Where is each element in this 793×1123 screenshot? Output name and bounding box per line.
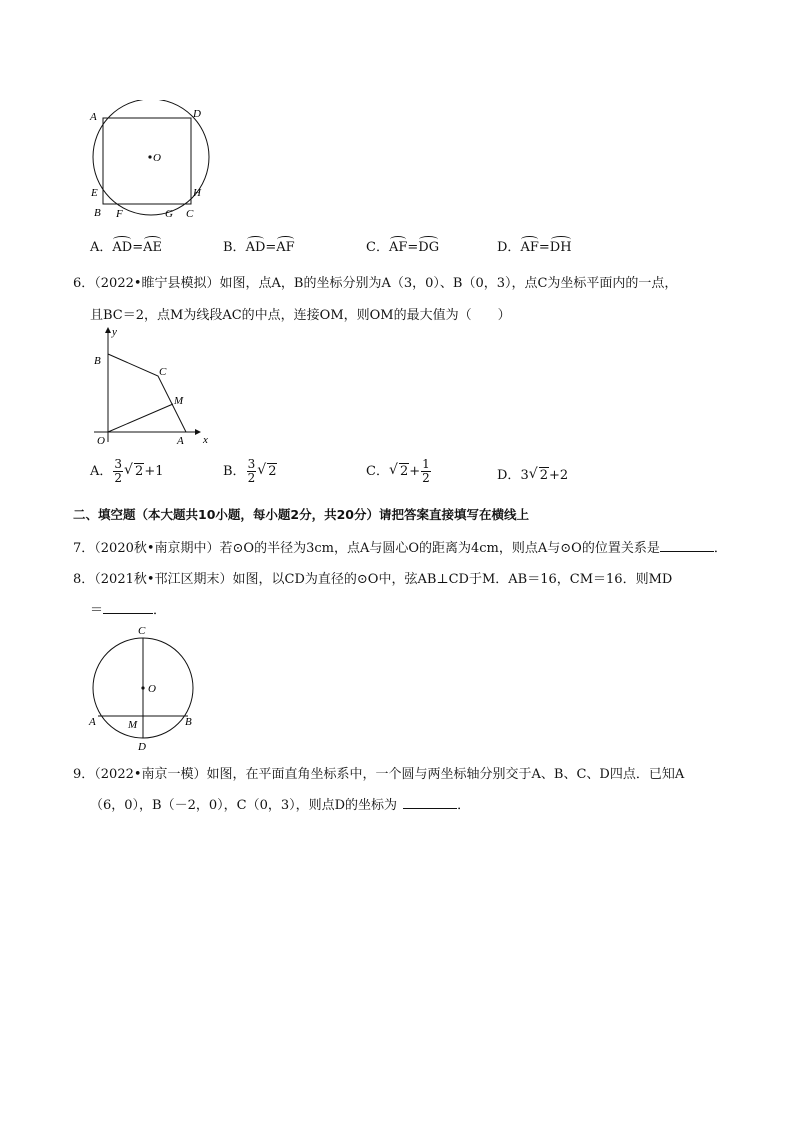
q5-label-H: H <box>193 187 201 199</box>
arc-lhs: AF <box>388 240 408 255</box>
radicand: 2 <box>268 464 277 479</box>
option-label: A． <box>90 240 113 255</box>
q5-label-B: B <box>94 207 101 219</box>
denominator: 2 <box>422 471 430 485</box>
q9-end: ． <box>457 798 471 813</box>
q5-label-A: A <box>90 111 97 123</box>
radicand: 2 <box>135 464 144 479</box>
q8-label-A: A <box>89 716 96 728</box>
q8-label-D: D <box>138 741 146 752</box>
arc-lhs: AD <box>112 240 133 255</box>
q6-line1: 6．（2022•睢宁县模拟）如图，点A，B的坐标分别为A（3，0）、B（0，3），点C为坐标平面内的一点， <box>73 276 678 291</box>
radical <box>390 464 409 479</box>
denominator: 2 <box>247 471 256 485</box>
arc-rhs: AE <box>143 240 162 255</box>
q5-square <box>103 118 191 204</box>
q8-label-M: M <box>128 719 138 731</box>
arc-rhs: DG <box>418 240 440 255</box>
q6-option-b <box>223 458 277 485</box>
q6-label-M: M <box>174 395 184 407</box>
coefficient: 3 <box>520 468 529 483</box>
arc-lhs: AD <box>245 240 266 255</box>
q6-segment-OM <box>108 404 173 432</box>
q5-label-D: D <box>193 108 201 120</box>
q5-option-d <box>497 236 572 255</box>
plus-sign: + <box>409 464 421 479</box>
radical <box>125 464 144 479</box>
q8-answer-blank[interactable] <box>103 613 153 614</box>
q5-label-G: G <box>165 208 173 220</box>
option-tail: +2 <box>549 468 569 483</box>
q6-label-O: O <box>97 435 105 447</box>
equals-sign: = <box>538 240 550 255</box>
section-heading: 二、填空题（本大题共10小题，每小题2分，共20分）请把答案直接填写在横线上 <box>73 507 529 522</box>
q5-option-a <box>90 236 162 255</box>
q6-label-y: y <box>112 326 117 338</box>
q6-option-d <box>497 464 568 483</box>
q8-figure <box>84 620 204 752</box>
q5-label-E: E <box>91 187 98 199</box>
option-label: B． <box>223 240 246 255</box>
arc-lhs: AF <box>520 240 539 255</box>
q7-text <box>73 537 727 556</box>
q9-answer-blank[interactable] <box>403 808 457 809</box>
option-label: A． <box>90 464 113 479</box>
q6-line2: 且BC＝2，点M为线段AC的中点，连接OM，则OM的最大值为（ ） <box>90 308 511 323</box>
q6-label-C: C <box>159 366 167 378</box>
equals-sign: = <box>265 240 277 255</box>
q5-center-dot <box>148 155 151 158</box>
arc-rhs: DH <box>549 240 572 255</box>
q5-figure <box>80 100 220 225</box>
option-tail: +1 <box>144 464 164 479</box>
fraction <box>421 458 431 485</box>
fraction <box>113 458 123 485</box>
q8-end: ． <box>153 603 167 618</box>
q5-label-O: O <box>153 152 161 164</box>
denominator: 2 <box>114 471 123 485</box>
q6-path-BCA <box>108 354 186 432</box>
numerator: 3 <box>114 457 123 471</box>
q8-line1: 8．（2021秋•邗江区期末）如图，以CD为直径的⊙O中，弦AB⊥CD于M．AB＝16，CM＝16．则MD <box>73 572 673 587</box>
q8-line2 <box>90 599 166 618</box>
q9-line1: 9．（2022•南京一模）如图，在平面直角坐标系中，一个圆与两坐标轴分别交于A、B、C、D四点．已知A <box>73 767 685 782</box>
equals-sign: = <box>132 240 144 255</box>
fraction <box>247 458 257 485</box>
radicand: 2 <box>539 468 548 483</box>
arc-rhs: AF <box>276 240 295 255</box>
option-label: D． <box>497 468 521 483</box>
radicand: 2 <box>399 464 409 479</box>
q7-end: ． <box>713 541 727 556</box>
q5-option-c <box>366 236 439 255</box>
radical <box>258 464 277 479</box>
q5-option-b <box>223 236 295 255</box>
q8-center-dot <box>141 686 144 689</box>
q6-figure <box>88 324 218 449</box>
q6-label-A: A <box>177 435 184 447</box>
q8-label-C: C <box>138 625 146 637</box>
option-label: C． <box>366 240 389 255</box>
q5-label-F: F <box>116 208 123 220</box>
q6-option-a <box>90 458 163 485</box>
q8-label-B: B <box>185 716 192 728</box>
option-label: D． <box>497 240 521 255</box>
option-label: C． <box>366 464 389 479</box>
q9-body: （6，0），B（－2，0），C（0，3），则点D的坐标为 <box>90 798 398 813</box>
q5-label-C: C <box>186 208 194 220</box>
q6-option-c <box>366 458 432 485</box>
q7-answer-blank[interactable] <box>660 551 714 552</box>
numerator: 1 <box>422 457 430 471</box>
q7-body: 7．（2020秋•南京期中）若⊙O的半径为3cm，点A与圆心O的距离为4cm，则点A与⊙O的位置关系是 <box>73 541 660 556</box>
numerator: 3 <box>247 457 256 471</box>
q9-line2 <box>90 794 470 813</box>
option-label: B． <box>223 464 246 479</box>
q6-label-B: B <box>94 355 101 367</box>
equals-sign: = <box>407 240 419 255</box>
q6-label-x: x <box>203 434 208 446</box>
radical <box>530 468 549 483</box>
q8-equals: ＝ <box>90 603 104 618</box>
q8-label-O: O <box>148 683 156 695</box>
